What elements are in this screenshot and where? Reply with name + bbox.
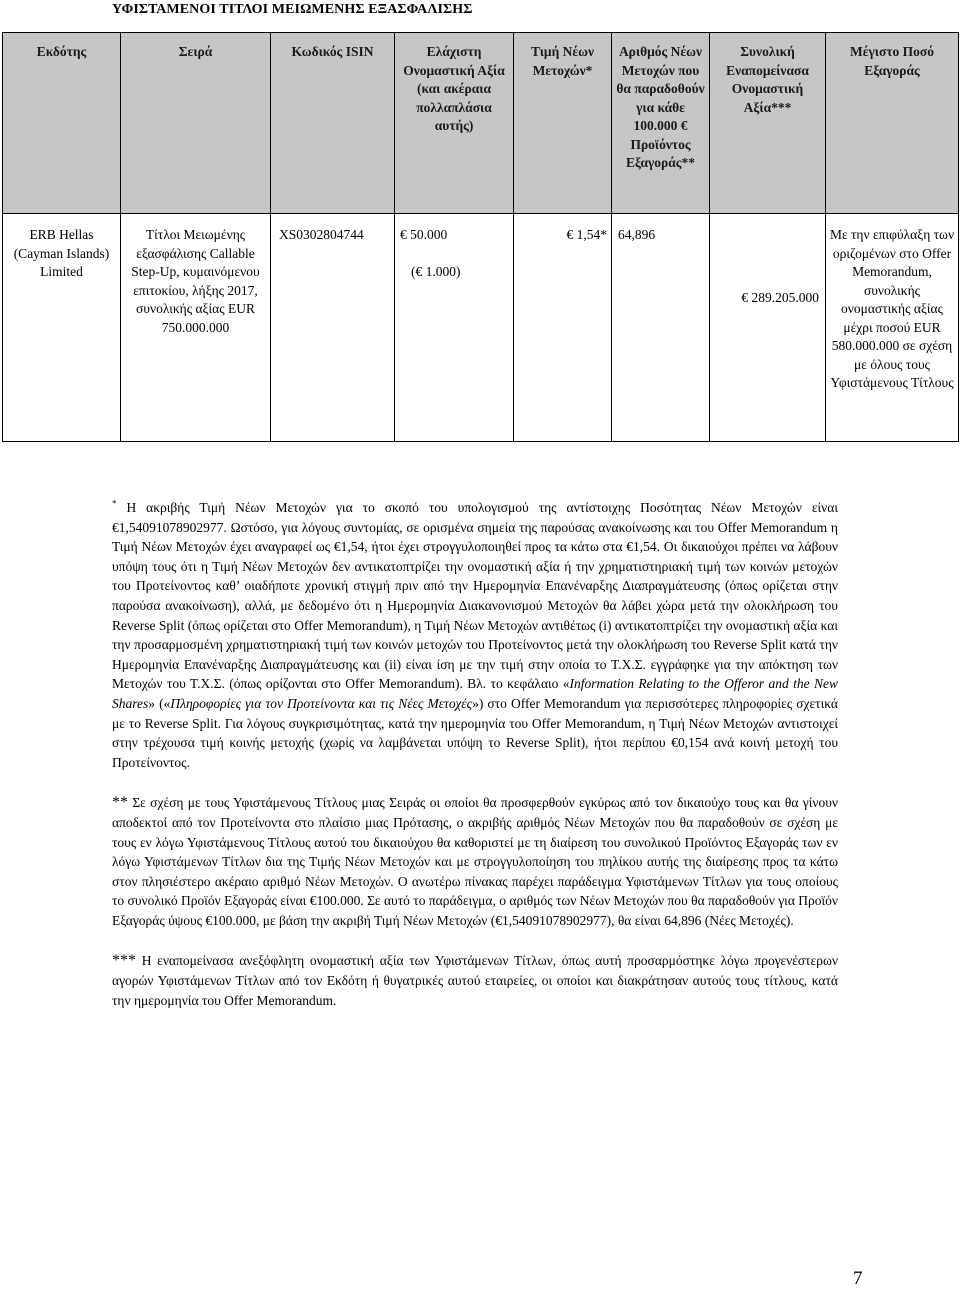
max-purchase-amount-value: Με την επιφύλαξη των οριζομένων στο Offer Memorandum, συνολικής ονομαστικής αξίας μέχρι ποσού EUR 580.000.000 σε σχέση με όλους τους Υφιστάμενους Τίτλους (829, 227, 955, 390)
cell-num-new-shares (612, 214, 710, 442)
cell-issuer (3, 214, 121, 442)
footnotes (112, 498, 838, 1010)
cell-series (121, 214, 271, 442)
min-nominal-value: € 50.000 (400, 227, 448, 242)
new-share-price-value: € 1,54* (566, 227, 607, 242)
header-total-remaining-nominal: Συνολική Εναπομείνασα Ονομαστική Αξία*** (710, 33, 826, 214)
footnote-3 (112, 951, 838, 1010)
footnote-1-italic-en: Information Relating to the Offeror and the New Shares (112, 676, 838, 711)
header-issuer: Εκδότης (3, 33, 121, 214)
footnote-2-mark: ** (112, 794, 128, 812)
header-new-share-price: Τιμή Νέων Μετοχών* (514, 33, 612, 214)
total-remaining-nominal-value: € 289.205.000 (741, 290, 819, 305)
isin-value: XS0302804744 (279, 227, 364, 242)
header-min-nominal: Ελάχιστη Ονομαστική Αξία (και ακέραια πολλαπλάσια αυτής) (395, 33, 514, 214)
header-max-purchase-amount: Μέγιστο Ποσό Εξαγοράς (826, 33, 959, 214)
footnote-1-text-c: ») στο Offer Memorandum για περισσότερες πληροφορίες σχετικά με το Reverse Split. Για λόγους συγκρισιμότητας, κατά την ημερομηνία του Offer Memorandum, η Τιμή Νέων Μετοχών αντιστοιχεί στην τρέχουσα τιμή κοινής μετοχής (χωρίς να λαμβάνεται υπόψη το Reverse Split), ήτοι περίπου €0,154 ανά κοινή μετοχή του Προτείνοντος. (112, 695, 839, 770)
cell-max-purchase-amount (826, 214, 959, 442)
page-number: 7 (853, 1268, 863, 1289)
header-isin: Κωδικός ISIN (271, 33, 395, 214)
min-nominal-multiple: (€ 1.000) (411, 263, 461, 279)
footnote-2-text: Σε σχέση με τους Υφιστάμενους Τίτλους μιας Σειράς οι οποίοι θα προσφερθούν εγκύρως από τον δικαιούχο τους και θα γίνουν αποδεκτοί από τον Προτείνοντα στο πλαίσιο μιας Πρότασης, ο ακριβής αριθμός Νέων Μετοχών που θα παραδοθούν σε σχέση με τους εν λόγω Υφιστάμενους Τίτλους αυτού του δικαιούχου θα καθοριστεί με τη διαίρεση του συνολικού Προϊόντος Εξαγοράς των εν λόγω Υφιστάμενων Τίτλων δια της Τιμής Νέων Μετοχών και με στρογγυλοποίηση του πηλίκου αυτής της διαίρεσης προς τα κάτω στον πλησιέστερο ακέραιο αριθμό Νέων Μετοχών. Ο ανωτέρω πίνακας παρέχει παράδειγμα Υφιστάμενων Τίτλων για τους οποίους το συνολικό Προϊόν Εξαγοράς είναι €100.000. Σε αυτό το παράδειγμα, ο αριθμός των Νέων Μετοχών που θα παραδοθούν για Προϊόν Εξαγοράς ύψους €100.000, με βάση την ακριβή Τιμή Νέων Μετοχών (€1,54091078902977), θα είναι 64,896 (Νέες Μετοχές). (112, 795, 838, 928)
table-row (3, 214, 959, 442)
footnote-1-text-a: Η ακριβής Τιμή Νέων Μετοχών για το σκοπό του υπολογισμού της αντίστοιχης Ποσότητας Νέων Μετοχών είναι €1,54091078902977. Ωστόσο, για λόγους συντομίας, σε ορισμένα σημεία της παρούσας ανακοίνωσης και του Offer Memorandum η Τιμή Νέων Μετοχών έχει αναγραφεί ως €1,54, ήτοι έχει στρογγυλοποιηθεί προς τα κάτω στα €1,54. Οι δικαιούχοι πρέπει να λάβουν υπόψη τους ότι η Τιμή Νέων Μετοχών δεν αντικατοπτρίζει την ονομαστική αξία ή την χρηματιστηριακή τιμή των κοινών μετοχών του Προτείνοντος καθ’ οιαδήποτε χρονική στιγμή πριν από την Ημερομηνία Επανέναρξης Διαπραγμάτευσης (όπως ορίζεται στην παρούσα ανακοίνωση), αλλά, με δεδομένο ότι η Ημερομηνία Διακανονισμού Μετοχών θα λάβει χώρα μετά την ολοκλήρωση του Reverse Split (όπως ορίζεται στο Offer Memorandum), η Τιμή Νέων Μετοχών αντιθέτως (i) αντικατοπτρίζει την ονομαστική αξία και την προσαρμοσμένη χρηματιστηριακή τιμή των κοινών μετοχών του Προτείνοντος μετά την ολοκλήρωση του Reverse Split κατά την Ημερομηνία Επανέναρξης Διαπραγμάτευσης και (ii) είναι ίση με την τιμή στην οποία το Τ.Χ.Σ. εγγράφηκε για την απόκτηση των Μετοχών του Τ.Χ.Σ. (όπως ορίζονται στο Offer Memorandum). Βλ. το κεφάλαιο « (112, 500, 838, 692)
footnote-3-mark: *** (112, 952, 136, 970)
cell-min-nominal (395, 214, 514, 442)
series-value: Τίτλοι Μειωμένης εξασφάλισης Callable Step-Up, κυμαινόμενου επιτοκίου, λήξης 2017, συνολικής αξίας EUR 750.000.000 (131, 227, 260, 335)
issuer-value: ERB Hellas (Cayman Islands) Limited (13, 227, 110, 279)
footnote-1 (112, 498, 838, 772)
section-title: ΥΦΙΣΤΑΜΕΝΟΙ ΤΙΤΛΟΙ ΜΕΙΩΜΕΝΗΣ ΕΞΑΣΦΑΛΙΣΗΣ (112, 2, 473, 17)
footnote-1-italic-el: Πληροφορίες για τον Προτείνοντα και τις Νέες Μετοχές (170, 695, 473, 711)
cell-total-remaining-nominal (710, 214, 826, 442)
cell-isin (271, 214, 395, 442)
num-new-shares-value: 64,896 (618, 227, 656, 242)
existing-securities-table (2, 32, 959, 442)
footnote-1-text-b: » (« (148, 695, 171, 711)
table-header-row (3, 33, 959, 214)
footnote-2 (112, 793, 838, 930)
header-num-new-shares: Αριθμός Νέων Μετοχών που θα παραδοθούν για κάθε 100.000 € Προϊόντος Εξαγοράς** (612, 33, 710, 214)
footnote-1-mark: * (112, 498, 117, 509)
header-series: Σειρά (121, 33, 271, 214)
footnote-3-text: Η εναπομείνασα ανεξόφλητη ονομαστική αξία των Υφιστάμενων Τίτλων, όπως αυτή προσαρμόστηκε λόγω προγενέστερων αγορών Υφιστάμενων Τίτλων από τον Εκδότη ή θυγατρικές αυτού εταιρείες, οι οποίοι και διακράτησαν αυτούς τους τίτλους, κατά την ημερομηνία του Offer Memorandum. (112, 953, 838, 1008)
cell-new-share-price (514, 214, 612, 442)
